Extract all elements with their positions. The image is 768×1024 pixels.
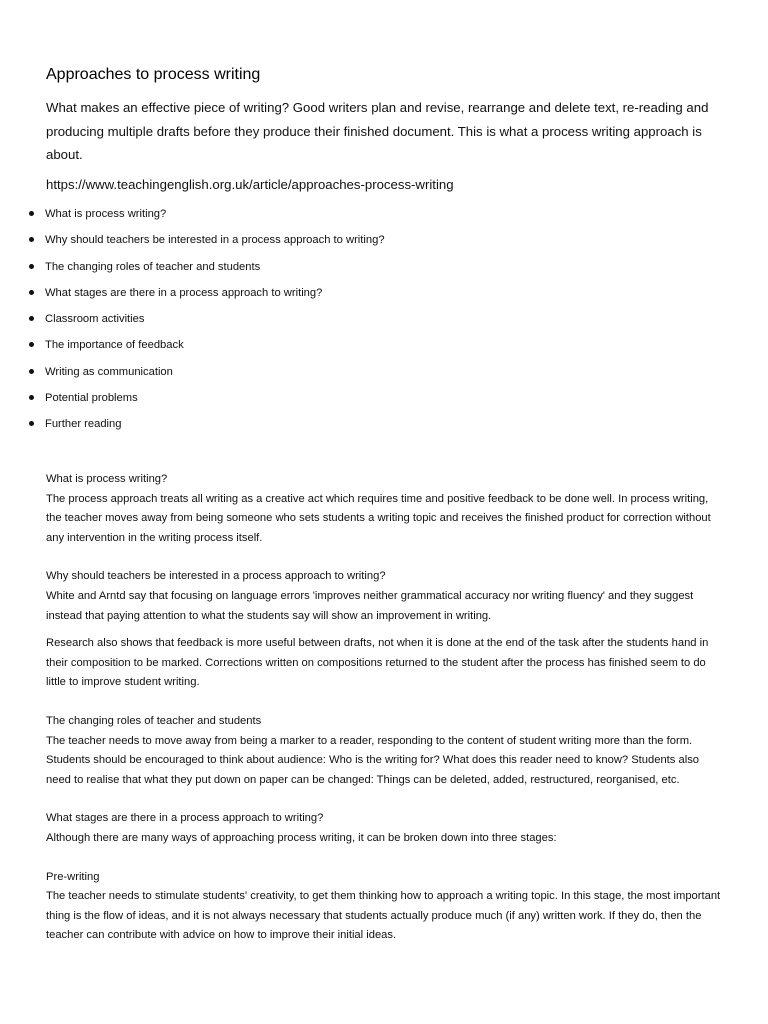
bullet-icon — [29, 342, 34, 347]
contents-item-label: Classroom activities — [45, 313, 145, 326]
bullet-icon — [29, 316, 34, 321]
bullet-icon — [29, 290, 34, 295]
bullet-icon — [29, 237, 34, 242]
section-heading: The changing roles of teacher and students — [46, 714, 262, 727]
contents-item-label: Further reading — [45, 418, 122, 431]
section-paragraph: White and Arntd say that focusing on language errors 'improves neither grammatical accuracy nor writing fluency' and they suggest instead that paying attention to what the students say will show an improvement in writing. — [46, 589, 694, 622]
contents-item — [0, 335, 385, 361]
contents-item-label: The changing roles of teacher and students — [45, 260, 261, 273]
bullet-icon — [29, 264, 34, 269]
section-why — [46, 567, 726, 693]
document-title: Approaches to process writing — [46, 66, 261, 83]
section-heading: Why should teachers be interested in a process approach to writing? — [46, 570, 386, 583]
bullet-icon — [29, 395, 34, 400]
contents-item — [0, 309, 385, 335]
contents-item-label: Potential problems — [45, 392, 138, 405]
section-heading: Pre-writing — [46, 870, 100, 883]
section-prewriting — [46, 868, 726, 946]
section-roles — [46, 712, 726, 790]
section-paragraph: Although there are many ways of approaching process writing, it can be broken down into three stages: — [46, 831, 557, 844]
contents-item-label: The importance of feedback — [45, 339, 184, 352]
bullet-icon — [29, 211, 34, 216]
section-paragraph: The teacher needs to stimulate students' creativity, to get them thinking how to approach a writing topic. In this stage, the most important thing is the flow of ideas, and it is not always necessary that students actually produce much (if any) written work. If they do, then the teacher can contribute with advice on how to improve their initial ideas. — [46, 890, 721, 942]
contents-item-label: Why should teachers be interested in a process approach to writing? — [45, 234, 385, 247]
contents-item — [0, 230, 385, 256]
contents-item — [0, 257, 385, 283]
bullet-icon — [29, 369, 34, 374]
section-heading: What is process writing? — [46, 473, 168, 485]
bullet-icon — [29, 421, 34, 426]
contents-item-label: What stages are there in a process approach to writing? — [45, 286, 323, 299]
section-paragraph: Research also shows that feedback is more useful between drafts, not when it is done at the end of the task after the students hand in their composition to be marked. Corrections written on compositions returned to the student after the process has finished seem to do little to improve student writing. — [46, 637, 709, 689]
body-text — [46, 470, 726, 946]
section-what-is — [46, 470, 726, 548]
section-heading: What stages are there in a process approach to writing? — [46, 812, 324, 825]
section-paragraph: The process approach treats all writing as a creative act which requires time and positive feedback to be done well. In process writing, the teacher moves away from being someone who sets students a writing topic and receives the finished product for correction without any intervention in the writing process itself. — [46, 492, 711, 544]
contents-item — [0, 362, 385, 388]
section-paragraph: The teacher needs to move away from being a marker to a reader, responding to the content of student writing more than the form. Students should be encouraged to think about audience: Who is the writing for? What does this reader need to know? Students also need to realise that what they put down on paper can be changed: Things can be deleted, added, restructured, reorganised, etc. — [46, 734, 700, 786]
intro-paragraph: What makes an effective piece of writing? Good writers plan and revise, rearrange and delete text, re-reading and producing multiple drafts before they produce their finished document. This is what a process writing approach is about. — [46, 100, 709, 162]
source-url: https://www.teachingenglish.org.uk/article/approaches-process-writing — [46, 177, 454, 192]
contents-item — [0, 283, 385, 309]
section-stages — [46, 809, 726, 848]
contents-item — [0, 414, 385, 440]
contents-list — [0, 204, 385, 441]
contents-item — [0, 204, 385, 230]
contents-item — [0, 388, 385, 414]
contents-item-label: What is process writing? — [45, 208, 167, 220]
contents-item-label: Writing as communication — [45, 365, 173, 378]
